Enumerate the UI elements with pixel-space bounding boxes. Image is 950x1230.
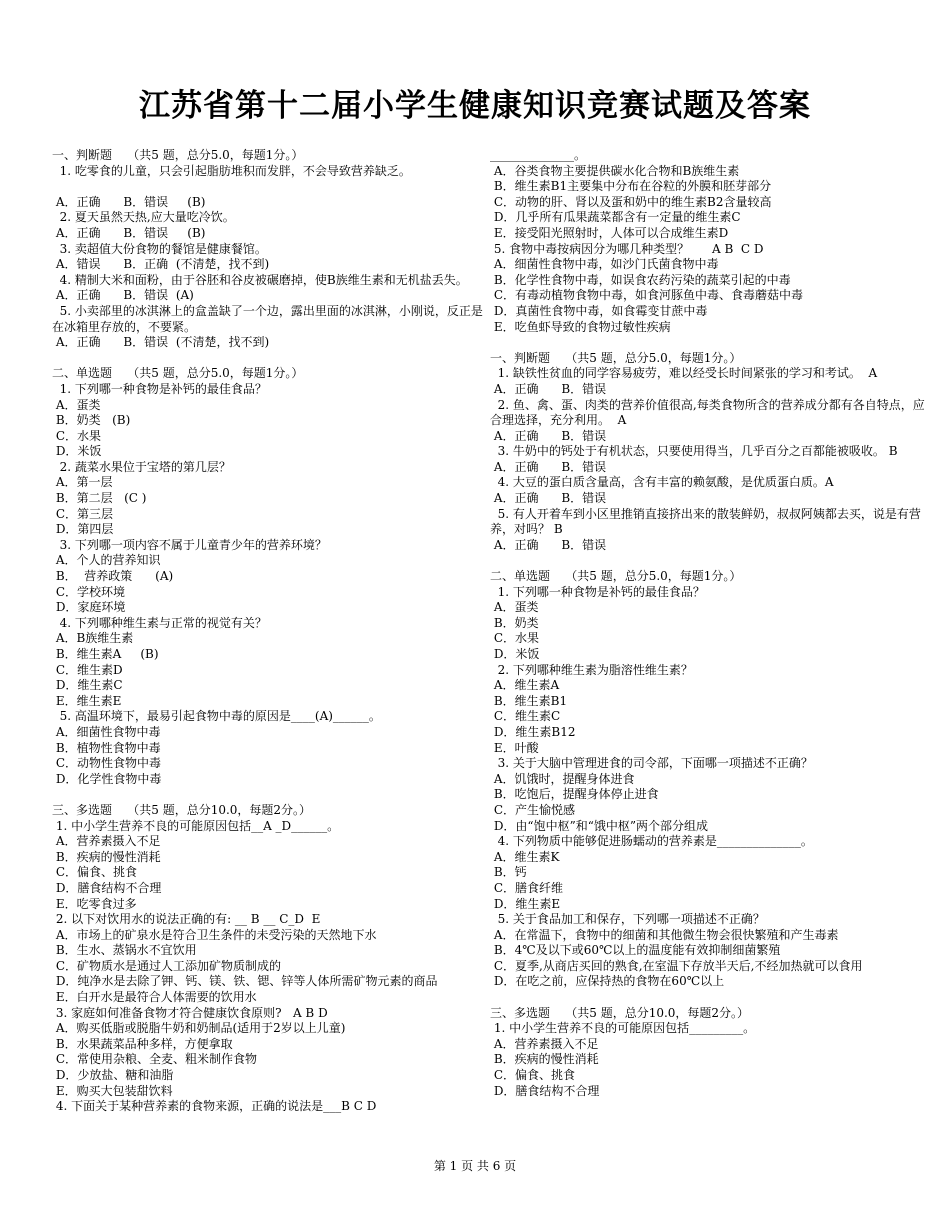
text-line — [52, 351, 488, 367]
text-line: B．疾病的慢性消耗 — [52, 849, 161, 864]
text-line: 2. 下列哪种维生素为脂溶性维生素？ — [490, 662, 693, 677]
text-line: 2. 蔬菜水果位于宝塔的第几层？ — [52, 459, 231, 474]
text-line: C．动物的肝、肾以及蛋和奶中的维生素B2含量较高 — [490, 194, 772, 209]
text-line: E．吃零食过多 — [52, 896, 137, 911]
text-line: A．正确 B．错误 — [490, 537, 607, 552]
text-line: A．维生素K — [490, 849, 560, 864]
text-line: B．生水、蒸锅水不宜饮用 — [52, 943, 197, 958]
page-footer: 第 1 页 共 6 页 — [433, 1159, 517, 1173]
text-line — [490, 553, 926, 569]
text-line: B． 营养政策 (A) — [52, 569, 174, 584]
text-line: A．营养素摄入不足 — [490, 1036, 599, 1051]
text-line: A．正确 B．错误 (B) — [52, 225, 206, 240]
text-line: C．维生素D — [52, 662, 123, 677]
text-line: 1. 中小学生营养不良的可能原因包括_________。 — [490, 1021, 756, 1036]
text-line: 4. 大豆的蛋白质含量高，含有丰富的赖氨酸，是优质蛋白质。A — [490, 475, 834, 490]
text-line: A．细菌性食物中毒 — [52, 724, 161, 739]
text-line: A．正确 B．错误 — [490, 381, 607, 396]
text-line: B．钙 — [490, 865, 527, 880]
text-line: C．偏食、挑食 — [52, 865, 137, 880]
text-line: 二、单选题 （共5 题，总分5.0，每题1分。） — [52, 366, 304, 381]
text-line: C．水果 — [52, 428, 101, 443]
text-line: A．维生素A — [490, 678, 560, 693]
text-line: 1. 下列哪一种食物是补钙的最佳食品？ — [52, 381, 267, 396]
text-line: 三、多选题 （共5 题，总分10.0，每题2分。） — [490, 1005, 750, 1020]
text-line: B．维生素A (B) — [52, 647, 159, 661]
text-line: C．学校环境 — [52, 584, 125, 599]
text-line: A．正确 B．错误 (不清楚，找不到) — [52, 335, 270, 350]
text-line: E．叶酸 — [490, 740, 539, 755]
text-line: 5. 关于食品加工和保存，下列哪一项描述不正确？ — [490, 912, 765, 927]
text-line: 3. 卖超值大份食物的餐馆是健康餐馆。 — [52, 241, 267, 256]
text-line: 5. 小卖部里的冰淇淋上的盒盖缺了一个边，露出里面的冰淇淋，小刚说，反正是在冰箱里存放的，不要紧。 — [52, 303, 483, 334]
text-line — [52, 787, 488, 803]
text-line: 5. 有人开着车到小区里推销直接挤出来的散装鲜奶，叔叔阿姨都去买，说是有营养，对吗？ B — [490, 506, 921, 537]
text-line: A．细菌性食物中毒，如沙门氏菌食物中毒 — [490, 257, 719, 272]
text-line: D．维生素E — [490, 896, 561, 911]
text-line: C．夏季,从商店买回的熟食,在室温下存放半天后,不经加热就可以食用 — [490, 958, 863, 973]
text-line — [490, 335, 926, 351]
text-line: A．谷类食物主要提供碳水化合物和B族维生素 — [490, 163, 740, 178]
text-line: 4. 下面关于某种营养素的食物来源，正确的说法是___B C D — [52, 1099, 377, 1114]
text-line: A．B族维生素 — [52, 631, 134, 646]
text-line: 2. 以下对饮用水的说法正确的有: __ B __ C_D E — [52, 912, 321, 927]
text-line — [52, 179, 488, 195]
text-line: A．蛋类 — [490, 600, 539, 615]
text-line: C．偏食、挑食 — [490, 1068, 575, 1083]
text-line: D．第四层 — [52, 522, 114, 537]
text-line: C．常使用杂粮、全麦、粗米制作食物 — [52, 1052, 257, 1067]
right-column — [490, 148, 926, 1099]
text-line: D．维生素C — [52, 678, 123, 693]
text-line: D．化学性食物中毒 — [52, 771, 162, 786]
text-line: E．维生素E — [52, 693, 122, 708]
text-line: 二、单选题 （共5 题，总分5.0，每题1分。） — [490, 569, 742, 584]
text-line: D．真菌性食物中毒，如食霉变甘蔗中毒 — [490, 303, 708, 318]
text-line: 1. 缺铁性贫血的同学容易疲劳，难以经受长时间紧张的学习和考试。 A — [490, 366, 878, 381]
text-line: ______________。 — [490, 148, 587, 162]
text-line: D．米饭 — [52, 444, 102, 459]
text-line: 一、判断题 （共5 题，总分5.0，每题1分。） — [52, 148, 304, 162]
text-line: B．维生素B1主要集中分布在谷粒的外膜和胚芽部分 — [490, 179, 772, 194]
text-line: D．纯净水是去除了钾、钙、镁、铁、锶、锌等人体所需矿物元素的商品 — [52, 974, 438, 989]
text-line: B．吃饱后，提醒身体停止进食 — [490, 787, 659, 802]
text-line: A．正确 B．错误 — [490, 491, 607, 506]
text-line: C．动物性食物中毒 — [52, 756, 161, 771]
text-line: C．矿物质水是通过人工添加矿物质制成的 — [52, 958, 281, 973]
text-line: C．第三层 — [52, 506, 113, 521]
text-line: A．蛋类 — [52, 397, 101, 412]
text-line: B．植物性食物中毒 — [52, 740, 161, 755]
text-line: A．在常温下，食物中的细菌和其他微生物会很快繁殖和产生毒素 — [490, 927, 839, 942]
text-line: 2. 夏天虽然天热,应大量吃冷饮。 — [52, 210, 235, 225]
text-line: B．4℃及以下或60℃以上的温度能有效抑制细菌繁殖 — [490, 943, 781, 958]
text-line: A．正确 B．错误 — [490, 428, 607, 443]
text-line: D．由“饱中枢”和“饿中枢”两个部分组成 — [490, 818, 708, 833]
text-line: B．维生素B1 — [490, 693, 568, 708]
text-line: 4. 下列物质中能够促进肠蠕动的营养素是______________。 — [490, 834, 813, 849]
text-line — [490, 990, 926, 1006]
text-line: B．化学性食物中毒，如误食农药污染的蔬菜引起的中毒 — [490, 272, 791, 287]
text-line: C．维生素C — [490, 709, 561, 724]
text-line: 4. 精制大米和面粉，由于谷胚和谷皮被碾磨掉，使B族维生素和无机盐丢失。 — [52, 272, 468, 287]
text-line: A．市场上的矿泉水是符合卫生条件的未受污染的天然地下水 — [52, 927, 377, 942]
text-line: 4. 下列哪种维生素与正常的视觉有关？ — [52, 615, 267, 630]
text-line: C．水果 — [490, 631, 539, 646]
text-line: B．水果蔬菜品种多样，方便拿取 — [52, 1036, 233, 1051]
text-line: B．第二层 (C ) — [52, 491, 147, 506]
text-line: 1. 吃零食的儿童，只会引起脂肪堆积而发胖，不会导致营养缺乏。 — [52, 163, 411, 178]
text-line: A．购买低脂或脱脂牛奶和奶制品(适用于2岁以上儿童) — [52, 1021, 346, 1036]
text-line: 3. 关于大脑中管理进食的司令部，下面哪一项描述不正确？ — [490, 756, 813, 771]
text-line: E．白开水是最符合人体需要的饮用水 — [52, 990, 257, 1005]
text-line: A．营养素摄入不足 — [52, 834, 161, 849]
text-line: C．有毒动植物食物中毒，如食河豚鱼中毒、食毒蘑菇中毒 — [490, 288, 803, 303]
text-line: 一、判断题 （共5 题，总分5.0，每题1分。） — [490, 350, 742, 365]
text-line: 三、多选题 （共5 题，总分10.0，每题2分。） — [52, 802, 312, 817]
text-line: D．少放盐、糖和油脂 — [52, 1068, 174, 1083]
text-line: A．错误 B．正确 (不清楚，找不到) — [52, 257, 270, 272]
text-line: D．几乎所有瓜果蔬菜都含有一定量的维生素C — [490, 210, 741, 225]
text-line: A．正确 B．错误 (A) — [52, 288, 194, 303]
text-line: A．个人的营养知识 — [52, 553, 161, 568]
text-line: 2. 鱼、禽、蛋、肉类的营养价值很高,每类食物所含的营养成分都有各自特点，应合理选择，充分利用。 A — [490, 397, 925, 428]
text-line: 5. 高温环境下，最易引起食物中毒的原因是____(A)______。 — [52, 709, 381, 724]
text-line: 3. 家庭如何准备食物才符合健康饮食原则? A B D — [52, 1005, 328, 1020]
text-line: B．疾病的慢性消耗 — [490, 1052, 599, 1067]
text-line: D．米饭 — [490, 647, 540, 661]
text-line: A．正确 B．错误 (B) — [52, 194, 206, 209]
text-line: B．奶类 — [490, 615, 539, 630]
text-line: 1. 下列哪一种食物是补钙的最佳食品？ — [490, 584, 705, 599]
text-line: E．吃鱼虾导致的食物过敏性疾病 — [490, 319, 671, 334]
text-line: D．在吃之前，应保持热的食物在60℃以上 — [490, 974, 725, 989]
text-line: E．接受阳光照射时，人体可以合成维生素D — [490, 225, 729, 240]
text-line: E．购买大包装甜饮料 — [52, 1083, 173, 1098]
text-line: B．奶类 (B) — [52, 413, 131, 428]
text-line: D．膳食结构不合理 — [52, 880, 162, 895]
text-line: 5. 食物中毒按病因分为哪几种类型？ A B C D — [490, 241, 764, 256]
text-line: 1. 中小学生营养不良的可能原因包括__A _D______。 — [52, 818, 340, 833]
text-line: D．家庭环境 — [52, 600, 126, 615]
left-column — [52, 148, 488, 1115]
text-line: 3. 下列哪一项内容不属于儿童青少年的营养环境？ — [52, 537, 327, 552]
text-line: C．膳食纤维 — [490, 880, 563, 895]
text-line: C．产生愉悦感 — [490, 802, 575, 817]
document-title: 江苏省第十二届小学生健康知识竞赛试题及答案 — [139, 88, 811, 124]
text-line: D．膳食结构不合理 — [490, 1083, 600, 1098]
text-line: A．第一层 — [52, 475, 113, 490]
text-line: A．正确 B．错误 — [490, 459, 607, 474]
text-line: D．维生素B12 — [490, 724, 576, 739]
text-line: 3. 牛奶中的钙处于有机状态，只要使用得当，几乎百分之百都能被吸收。 B — [490, 444, 898, 459]
text-line: A．饥饿时，提醒身体进食 — [490, 771, 635, 786]
